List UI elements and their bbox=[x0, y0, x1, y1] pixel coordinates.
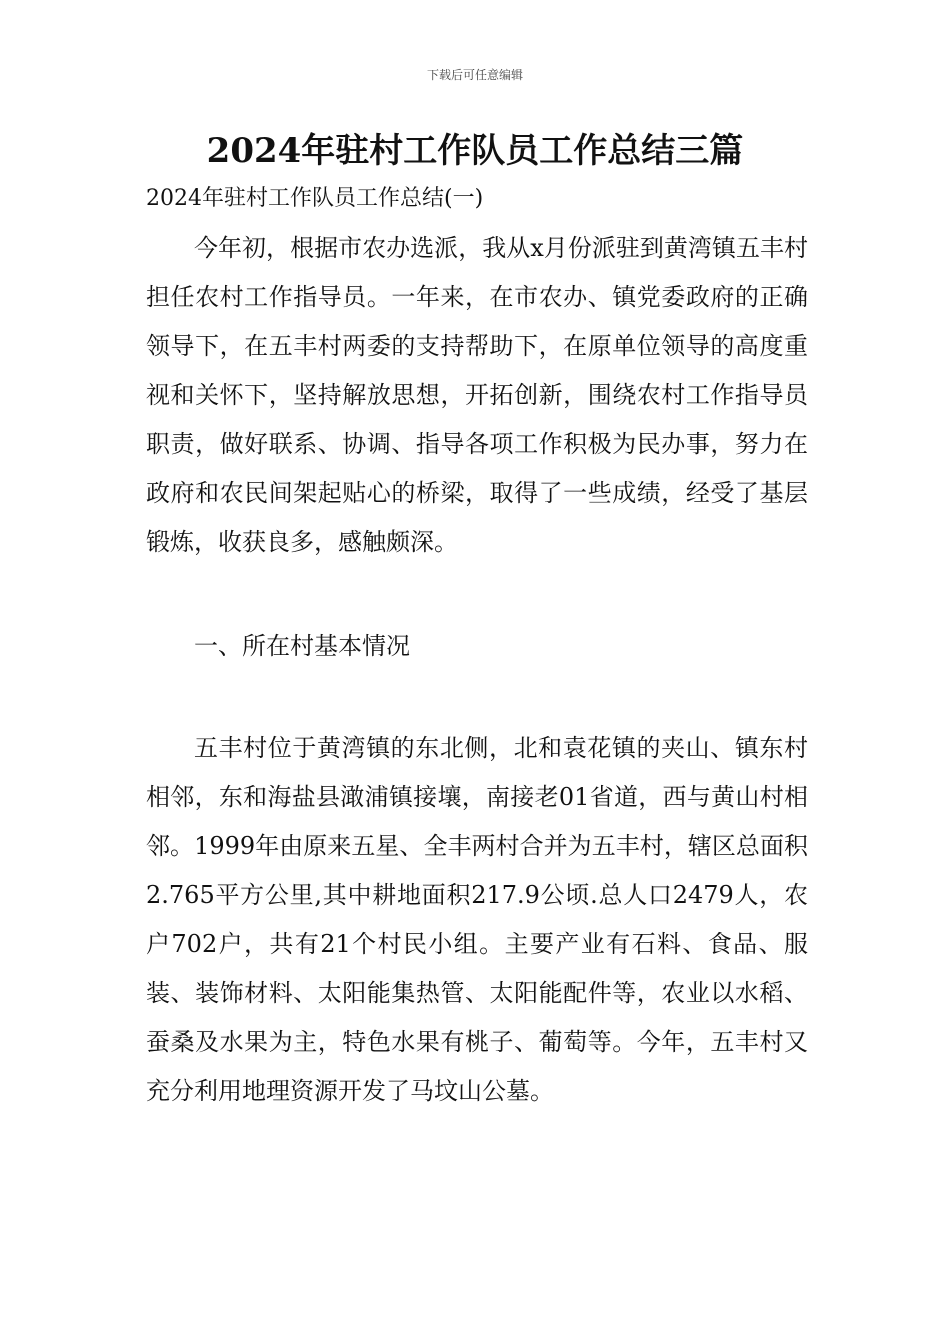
document-subtitle: 2024年驻村工作队员工作总结(一) bbox=[146, 186, 484, 211]
body-paragraph-2: 五丰村位于黄湾镇的东北侧，北和袁花镇的夹山、镇东村相邻，东和海盐县澉浦镇接壤，南接老01省道，西与黄山村相邻。1999年由原来五星、全丰两村合并为五丰村，辖区总面积2.765平方公里,其中耕地面积217.9公顷.总人口2479人，农户702户，共有21个村民小组。主要产业有石料、食品、服装、装饰材料、太阳能集热管、太阳能配件等，农业以水稻、蚕桑及水果为主，特色水果有桃子、葡萄等。今年，五丰村又充分利用地理资源开发了马坟山公墓。 bbox=[146, 734, 808, 1105]
body-paragraph-1: 今年初，根据市农办选派，我从x月份派驻到黄湾镇五丰村担任农村工作指导员。一年来，在市农办、镇党委政府的正确领导下，在五丰村两委的支持帮助下，在原单位领导的高度重视和关怀下，坚持解放思想，开拓创新，围绕农村工作指导员职责，做好联系、协调、指导各项工作积极为民办事，努力在政府和农民间架起贴心的桥梁，取得了一些成绩，经受了基层锻炼，收获良多，感触颇深。 bbox=[146, 234, 808, 556]
document-title: 2024年驻村工作队员工作总结三篇 bbox=[206, 131, 744, 171]
section-heading-1: 一、所在村基本情况 bbox=[194, 632, 410, 660]
header-note: 下载后可任意编辑 bbox=[426, 68, 523, 82]
